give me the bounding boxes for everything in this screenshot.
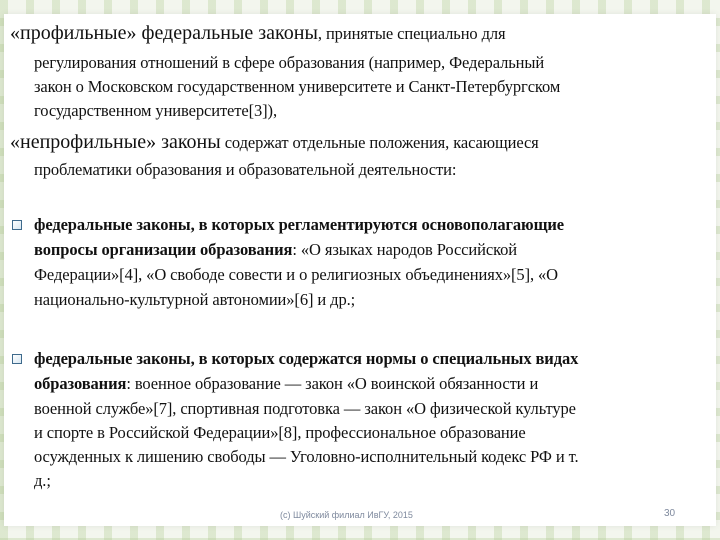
item-nonprofile-laws-line: проблематики образования и образовательной деятельности:	[34, 160, 457, 179]
item-profile-laws-line: закон о Московском государственном университете и Санкт-Петербургском	[34, 77, 561, 96]
bullet-item-special-line: и спорте в Российской Федерации»[8], профессиональное образование	[34, 423, 526, 442]
bullet-item-special-line: военной службе»[7], спортивная подготовка — закон «О физической культуре	[34, 399, 576, 418]
item-profile-laws-line: государственном университете[3]),	[34, 101, 277, 120]
bullet-item-special-bold: образования	[34, 374, 127, 393]
bullet-item-special-bold: федеральные законы, в которых содержатся нормы о специальных видах	[34, 349, 579, 368]
bullet-item-special-line: д.;	[34, 471, 51, 490]
bullet-item-fundamental-line: национально-культурной автономии»[6] и др.;	[34, 290, 356, 309]
bullet-item-fundamental-line	[34, 214, 564, 236]
item-profile-laws-first-line	[10, 22, 506, 45]
checkbox-bullet-icon	[12, 220, 22, 230]
bullet-item-fundamental-line	[34, 239, 517, 261]
bullet-item-special-line	[34, 373, 538, 395]
bullet-item-fundamental-rest: : «О языках народов Российской	[292, 240, 518, 259]
bullet-item-fundamental-bold: федеральные законы, в которых регламентируются основополагающие	[34, 215, 565, 234]
bullet-item-fundamental-bold: вопросы организации образования	[34, 240, 293, 259]
bullet-item-special-line	[34, 348, 578, 370]
item-profile-laws-line: регулирования отношений в сфере образования (например, Федеральный	[34, 53, 545, 72]
footer-page-number: 30	[664, 508, 676, 519]
item-profile-laws-lead: «профильные» федеральные законы	[10, 22, 318, 44]
bullet-item-special-rest: : военное образование — закон «О воинской обязанности и	[126, 374, 539, 393]
item-profile-laws-rest: , принятые специально для	[317, 24, 506, 43]
item-nonprofile-laws-lead: «непрофильные» законы	[10, 131, 221, 153]
footer-source: (c) Шуйский филиал ИвГУ, 2015	[280, 510, 413, 520]
checkbox-bullet-icon	[12, 354, 22, 364]
bullet-item-special-line: осужденных к лишению свободы — Уголовно-исполнительный кодекс РФ и т.	[34, 447, 579, 466]
item-nonprofile-laws-first-line	[10, 131, 539, 154]
item-nonprofile-laws-rest: содержат отдельные положения, касающиеся	[220, 133, 539, 152]
bullet-item-fundamental-line: Федерации»[4], «О свободе совести и о религиозных объединениях»[5], «О	[34, 265, 558, 284]
